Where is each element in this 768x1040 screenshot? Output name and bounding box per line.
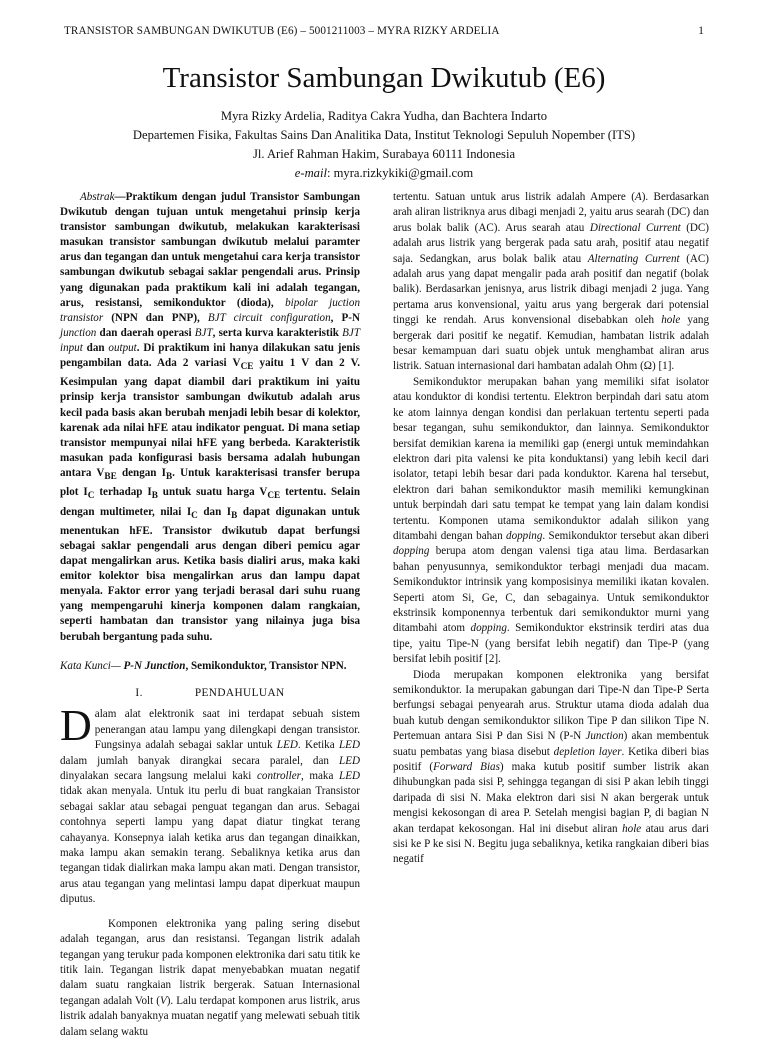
term: Junction (585, 730, 624, 743)
term: LED (339, 739, 360, 752)
body-text: tidak akan menyala. Untuk itu perlu di buat rangkaian Transistor sebagai saklar atau sebagai penguat tegangan dan arus. Sebagai contohnya seperti lampu yang dapat diatur tingkat terang cahayanya. Konsepnya ialah ketika arus dan tegangan dinaikkan, maka lampu akan semakin terang. Sebaliknya ketika arus dan tegangan tidak dialirkan maka lampu akan mati. Dengan transistor, arus atau tegangan yang melintasi lampu dapat diperkuat maupun diputus. (60, 785, 360, 906)
subscript: C (191, 510, 198, 521)
keywords (60, 659, 360, 674)
body-text: berupa atom dengan valensi tiga atau lima. Berdasarkan bahan penyusunnya, semikonduktor terbagi menjadi dua macam. Semikonduktor intrinsik yang komposisinya memiliki ikatan kovalen. Seperti atom Si, Ge, C, dan sebagainya. Untuk semikonduktor ekstrinsik komponennya terbentuk dari semikonduktor murni yang ditambahi atom (393, 545, 709, 635)
body-text: Dioda merupakan komponen elektronika yang bersifat semikonduktor. Ia merupakan gabungan dari Tipe-N dan Tipe-P Serta berfungsi sebagai penyearah arus. Struktur utama dioda adalah dua buah kutub dengan semikonduktor silikon Tipe P dan silikon Tipe N. Pertemuan antara Sisi P dan Sisi N (P-N (393, 668, 709, 743)
section-heading (60, 686, 360, 701)
author-block (0, 107, 768, 183)
abstract-term: bipolar juction transistor (60, 296, 360, 324)
abstract (60, 190, 360, 645)
abstract-text: dapat digunakan untuk menentukan hFE. Transistor dwikutub dapat berfungsi sebagai saklar pengendali arus dengan diberi pemicu agar dapat mengalirkan arus. Ketika basis dialiri arus, maka kaki emitor kolektor bisa mengalirkan arus dan lampu dapat menyala. Faktor error yang terjadi berasal dari suhu ruang yang mempengaruhi kinerja komponen dalam rangkaian, seperti hambatan dan transistor yang nilainya juga bisa berubah bergantung pada suhu. (60, 505, 360, 643)
body-paragraph (60, 701, 360, 907)
body-text: ) maka kutub positif sumber listrik akan dihubungkan pada sisi P, sehingga tegangan di sisi P akan lebih tinggi daripada di sisi N. Maka elektron dari sisi N akan bergerak untuk mengisi kekosongan di area P. Setelah mengisi bagian P, di bagian N akan terdapat kekosongan. Hal ini disebut aliran (393, 761, 709, 835)
term: controller (256, 770, 301, 783)
term: Forward Bias (433, 761, 500, 774)
email-label: e-mail (294, 166, 327, 180)
keyword-text: , Semikonduktor, Transistor NPN. (185, 659, 347, 672)
subscript: C (87, 491, 95, 502)
term: depletion layer (553, 745, 622, 758)
abstract-text: (NPN dan PNP), (111, 311, 200, 324)
body-paragraph (393, 190, 709, 375)
subscript: CE (240, 362, 254, 373)
body-text: (AC) adalah arus yang dapat mengalir pada arah positif dan negatif (bolak balik). Berdasarkan jenisnya, arus listrik dibagi menjadi 2 juga. Yang pertama arus konvensional, yaitu arus yang bergerak dari potensial tinggi ke rendah. Arus konvensional disebabkan oleh (393, 252, 710, 327)
body-paragraph (393, 375, 709, 668)
term: dopping (393, 545, 430, 558)
abstract-text: yaitu 1 V dan 2 V. Kesimpulan yang dapat diambil dari praktikum ini yaitu prinsip kerja transistor sambungan dwikutub adalah arus kecil pada basis akan berubah menjadi lebih besar di kolektor, karenak ada nilai hFE atau indikator penguat. Di mana setiap transistor mempunyai nilai hFE yang berbeda. Karakteristik masukan pada konfigurasi basis bersama adalah hubungan antara V (60, 357, 360, 479)
abstract-label: Abstrak (80, 191, 115, 203)
body-text: dalam jumlah banyak dirangkai secara paralel, dan (60, 754, 329, 767)
paper-title: Transistor Sambungan Dwikutub (E6) (162, 62, 606, 94)
keyword-term: P-N Junction (123, 659, 186, 672)
body-text: . Semikonduktor ekstrinsik terdiri atas dua tipe, yaitu Tipe-N (yang bersifat lebih negatif) dan Tipe-P (yang bersifat lebih positif [2]. (393, 622, 709, 666)
body-paragraph (393, 668, 709, 868)
abstract-term: output (108, 341, 137, 354)
abstract-text: dengan I (116, 466, 166, 479)
body-text: Semikonduktor merupakan bahan yang memiliki sifat isolator atau konduktor di kondisi tertentu. Elektron berpindah dari satu atom ke atom lainnya dengan kondisi dan perlakuan tertentu seperti pada besar tegangan, suhu semikonduktor, dan lainnya. Semikonduktor bersifat demikian karena ia memiliki gap (energi untuk memindahkan elektron dari pita valensi ke pita konduktansi) yang lebih kecil dari isolator, tetapi lebih besar dari pada konduktor. Karena hal tersebut, elektron dari bahan semikonduktor masih memiliki kemungkinan untuk berpindah dari satu tempat ke tempat yang lain dalam kondisi tertentu. Komponen utama semikonduktor adalah silikon yang ditambahi dengan bahan (393, 375, 709, 542)
body-text: dinyalakan secara langsung melalui kaki (60, 770, 252, 783)
abstract-text: . Untuk karakterisasi transfer berupa plot I (60, 466, 360, 499)
abstract-text: , P-N (330, 311, 360, 324)
body-text: Komponen elektronika yang paling sering disebut adalah tegangan, arus dan resistansi. Tegangan listrik adalah tegangan yang terukur pada komponen elektronika dari satu titik ke titik lain. Tegangan listrik dapat menyebabkan muatan negatif dalam suatu rangkaian listrik bergerak. Satuan Internasional tegangan adalah Volt ( (60, 917, 360, 1007)
abstract-text: tertentu. Selain dengan multimeter, nilai I (60, 486, 360, 518)
author-email: : myra.rizkykiki@gmail.com (326, 166, 474, 180)
body-text: , maka (300, 770, 334, 783)
abstract-text: dan daerah operasi (99, 326, 192, 339)
subscript: B (165, 472, 173, 483)
drop-cap: D (60, 701, 92, 751)
term: Directional Current (589, 221, 681, 234)
body-text: . Ketika (297, 739, 335, 752)
subscript: B (151, 491, 158, 502)
abstract-term: BJT (194, 326, 213, 339)
term: LED (339, 770, 360, 783)
body-text: (DC) adalah arus listrik yang bergerak pada satu arah, positif atau negatif saja. Sedangkan, arus bolak balik atau (393, 221, 709, 265)
running-header (64, 25, 704, 37)
term: dopping (506, 529, 543, 542)
abstract-text: dan (86, 341, 105, 354)
term: hole (661, 314, 681, 327)
page-number: 1 (698, 25, 704, 37)
term: A (634, 191, 642, 203)
term: dopping (470, 622, 507, 635)
author-email-line (0, 164, 768, 183)
abstract-text: untuk suatu harga V (157, 486, 268, 499)
body-text: alam alat elektronik saat ini terdapat sebuah sistem penerangan atau lampu yang dilengkapi dengan transistor. Fungsinya adalah sebagai saklar untuk (94, 708, 360, 752)
subscript: B (231, 510, 238, 521)
term: Alternating Current (587, 252, 680, 265)
abstract-term: BJT input (60, 326, 361, 354)
abstract-term: junction (60, 326, 97, 339)
keywords-label: Kata Kunci— (60, 659, 121, 672)
abstract-text: —Praktikum dengan judul Transistor Sambungan Dwikutub dengan tujuan untuk mengetahui prinsip kerja transistor sambungan dwikutub, melakukan karakterisasi masukan transistor sambungan dwikutub melalui paramter arus dan tegangan dan untuk mengetahui cara kerja transistor sambungan dwikutub sebagai saklar pengendali arus. Prinsip yang digunakan pada praktikum kali ini adalah tegangan, arus, resistansi, semikonduktor (dioda), (60, 191, 360, 309)
author-address: Jl. Arief Rahman Hakim, Surabaya 60111 Indonesia (252, 147, 516, 161)
subscript: CE (267, 491, 281, 502)
right-column (393, 190, 709, 868)
body-paragraph (60, 917, 360, 1040)
section-number: I. (135, 687, 143, 699)
body-text: atau arus dari sisi ke P ke sisi N. Begitu juga sebaliknya, ketika rangkaian diberi bias negatif (393, 822, 709, 866)
body-text: ) akan membentuk suatu pembatas yang biasa disebut (393, 730, 709, 758)
abstract-text: dan I (197, 505, 232, 518)
author-affiliation: Departemen Fisika, Fakultas Sains Dan Analitika Data, Institut Teknologi Sepuluh Nopember (ITS) (132, 128, 636, 142)
body-text: ). Lalu terdapat komponen arus listrik, arus listrik adalah banyaknya muatan negatif yang melewati sebuah titik dalam selang waktu (60, 994, 360, 1038)
section-title: PENDAHULUAN (194, 687, 285, 699)
running-title: TRANSISTOR SAMBUNGAN DWIKUTUB (E6) – 5001211003 – MYRA RIZKY ARDELIA (64, 25, 500, 37)
abstract-text: terhadap I (94, 486, 152, 499)
term: LED (339, 754, 360, 767)
body-text: . Semikonduktor tersebut akan diberi (542, 529, 709, 542)
term: V (159, 994, 167, 1007)
abstract-text: . Di praktikum ini hanya dilakukan satu jenis pengambilan data. Ada 2 variasi V (60, 341, 360, 370)
abstract-text: , serta kurva karakteristik (212, 326, 339, 339)
body-text: tertentu. Satuan untuk arus listrik adalah Ampere ( (393, 191, 635, 203)
abstract-term: BJT circuit configuration (207, 311, 331, 324)
left-column (60, 190, 360, 1040)
body-text: yang bergerak dari positif ke negatif. Kemudian, hambatan listrik adalah besar kemampuan dari suatu objek untuk menghambat aliran arus listrik. Satuan internasional dari hambatan adalah Ohm (Ω) [1]. (393, 314, 709, 373)
subscript: BE (104, 472, 117, 483)
body-text: . Ketika diberi bias positif ( (393, 745, 709, 774)
term: hole (622, 822, 642, 835)
body-text: ). Berdasarkan arah aliran listriknya arus dibagi menjadi 2, yaitu arus searah (DC) dan arus bolak balik (AC). Arus searah atau (393, 191, 709, 234)
term: LED (276, 739, 298, 752)
author-names: Myra Rizky Ardelia, Raditya Cakra Yudha, dan Bachtera Indarto (220, 109, 548, 123)
